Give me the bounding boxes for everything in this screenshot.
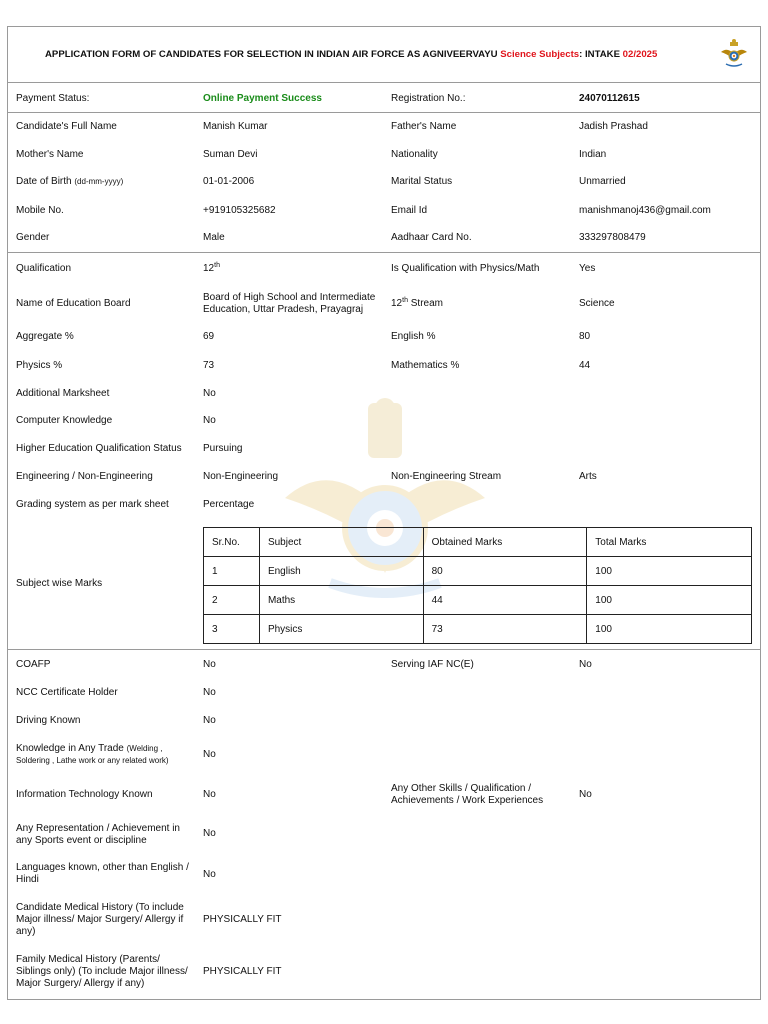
additional-marksheet-value: No [203,388,216,399]
serving-iaf-label: Serving IAF NC(E) [391,659,474,670]
trade-value: No [203,749,216,760]
dob-label-text: Date of Birth [16,176,72,187]
table-header-cell: Obtained Marks [423,528,587,557]
maths-percent-value: 44 [579,360,591,371]
board-label: Name of Education Board [16,298,131,309]
physics-percent-value: 73 [203,360,215,371]
coafp-value: No [203,659,216,670]
table-cell: 2 [204,586,260,615]
form-header [7,26,761,83]
table-cell: 80 [423,557,587,586]
non-engineering-stream-label: Non-Engineering Stream [391,471,502,482]
non-engineering-stream-value: Arts [579,471,597,482]
other-skills-value: No [579,789,592,800]
languages-label: Languages known, other than English / Hindi [16,862,189,885]
payment-status-value: Online Payment Success [203,93,322,104]
gender-label: Gender [16,232,50,243]
it-known-label: Information Technology Known [16,789,153,800]
computer-knowledge-value: No [203,415,216,426]
physics-math-value: Yes [579,263,596,274]
separator [8,252,760,253]
qualification-suffix: th [214,262,220,269]
ncc-label: NCC Certificate Holder [16,687,118,698]
marital-label: Marital Status [391,176,453,187]
engineering-label: Engineering / Non-Engineering [16,471,153,482]
computer-knowledge-label: Computer Knowledge [16,415,113,426]
nationality-value: Indian [579,149,607,160]
table-row [204,615,752,644]
father-name-value: Jadish Prashad [579,121,648,132]
english-percent-value: 80 [579,331,591,342]
aadhaar-value: 333297808479 [579,232,646,243]
table-header-cell: Total Marks [587,528,752,557]
family-medical-value: PHYSICALLY FIT [203,966,282,977]
english-percent-label: English % [391,331,436,342]
qualification-value [203,263,220,275]
table-cell: English [259,557,423,586]
full-name-value: Manish Kumar [203,121,268,132]
intake-value: 02/2025 [622,49,658,60]
board-value: Board of High School and Intermediate Education, Uttar Pradesh, Prayagraj [203,292,376,315]
qualification-label: Qualification [16,263,72,274]
stream-label-suffix: th [402,297,408,304]
medical-history-label: Candidate Medical History (To include Major illness/ Major Surgery/ Allergy if any) [16,902,184,937]
email-label: Email Id [391,205,428,216]
qualification-number: 12 [203,263,215,274]
father-name-label: Father's Name [391,121,457,132]
sports-value: No [203,828,216,839]
mother-name-value: Suman Devi [203,149,258,160]
subjects-label: Science Subjects [500,49,580,60]
grading-system-label: Grading system as per mark sheet [16,499,169,510]
trade-note: (Welding , Soldering , Lathe work or any related work) [16,744,169,765]
physics-math-label: Is Qualification with Physics/Math [391,263,540,274]
grading-system-value: Percentage [203,499,255,510]
table-cell: 73 [423,615,587,644]
sports-label: Any Representation / Achievement in any Sports event or discipline [16,823,180,846]
stream-label-number: 12 [391,298,403,309]
aggregate-value: 69 [203,331,215,342]
stream-label-text: Stream [407,298,443,309]
separator [8,649,760,650]
medical-history-value: PHYSICALLY FIT [203,914,282,925]
registration-value: 24070112615 [579,93,640,104]
table-cell: Maths [259,586,423,615]
engineering-value: Non-Engineering [203,471,279,482]
form-title [45,49,657,60]
table-header-cell: Subject [259,528,423,557]
table-row [204,557,752,586]
table-header-row [204,528,752,557]
ncc-value: No [203,687,216,698]
table-cell: 1 [204,557,260,586]
subject-marks-table [203,527,752,644]
table-cell: 100 [587,586,752,615]
maths-percent-label: Mathematics % [391,360,460,371]
payment-status-label: Payment Status: [16,93,90,104]
mother-name-label: Mother's Name [16,149,84,160]
table-cell: Physics [259,615,423,644]
marital-value: Unmarried [579,176,626,187]
table-cell: 100 [587,615,752,644]
driving-value: No [203,715,216,726]
physics-percent-label: Physics % [16,360,63,371]
mobile-label: Mobile No. [16,205,64,216]
coafp-label: COAFP [16,659,51,670]
dob-label [16,176,123,188]
email-value: manishmanoj436@gmail.com [579,205,711,216]
full-name-label: Candidate's Full Name [16,121,117,132]
stream-label [391,298,443,310]
separator [8,112,760,113]
trade-label-text: Knowledge in Any Trade [16,743,124,754]
higher-education-value: Pursuing [203,443,243,454]
table-cell: 44 [423,586,587,615]
aggregate-label: Aggregate % [16,331,74,342]
gender-value: Male [203,232,225,243]
table-row [204,586,752,615]
family-medical-label: Family Medical History (Parents/ Siblings only) (To include Major illness/ Major Surgery/ Allergy if any) [16,954,188,989]
dob-format-note: (dd-mm-yyyy) [74,177,124,186]
stream-value: Science [579,298,615,309]
serving-iaf-value: No [579,659,592,670]
intake-label: : INTAKE [579,49,620,60]
dob-value: 01-01-2006 [203,176,255,187]
mobile-value: +919105325682 [203,205,276,216]
higher-education-label: Higher Education Qualification Status [16,443,182,454]
aadhaar-label: Aadhaar Card No. [391,232,472,243]
nationality-label: Nationality [391,149,438,160]
table-cell: 3 [204,615,260,644]
iaf-crest-icon [720,38,748,68]
languages-value: No [203,869,216,880]
additional-marksheet-label: Additional Marksheet [16,388,110,399]
trade-label [16,743,196,767]
it-known-value: No [203,789,216,800]
table-header-cell: Sr.No. [204,528,260,557]
subject-marks-label: Subject wise Marks [16,578,103,589]
table-cell: 100 [587,557,752,586]
driving-label: Driving Known [16,715,81,726]
registration-label: Registration No.: [391,93,466,104]
title-main: APPLICATION FORM OF CANDIDATES FOR SELECTION IN INDIAN AIR FORCE AS AGNIVEERVAYU [45,49,498,60]
other-skills-label: Any Other Skills / Qualification / Achievements / Work Experiences [391,783,544,806]
